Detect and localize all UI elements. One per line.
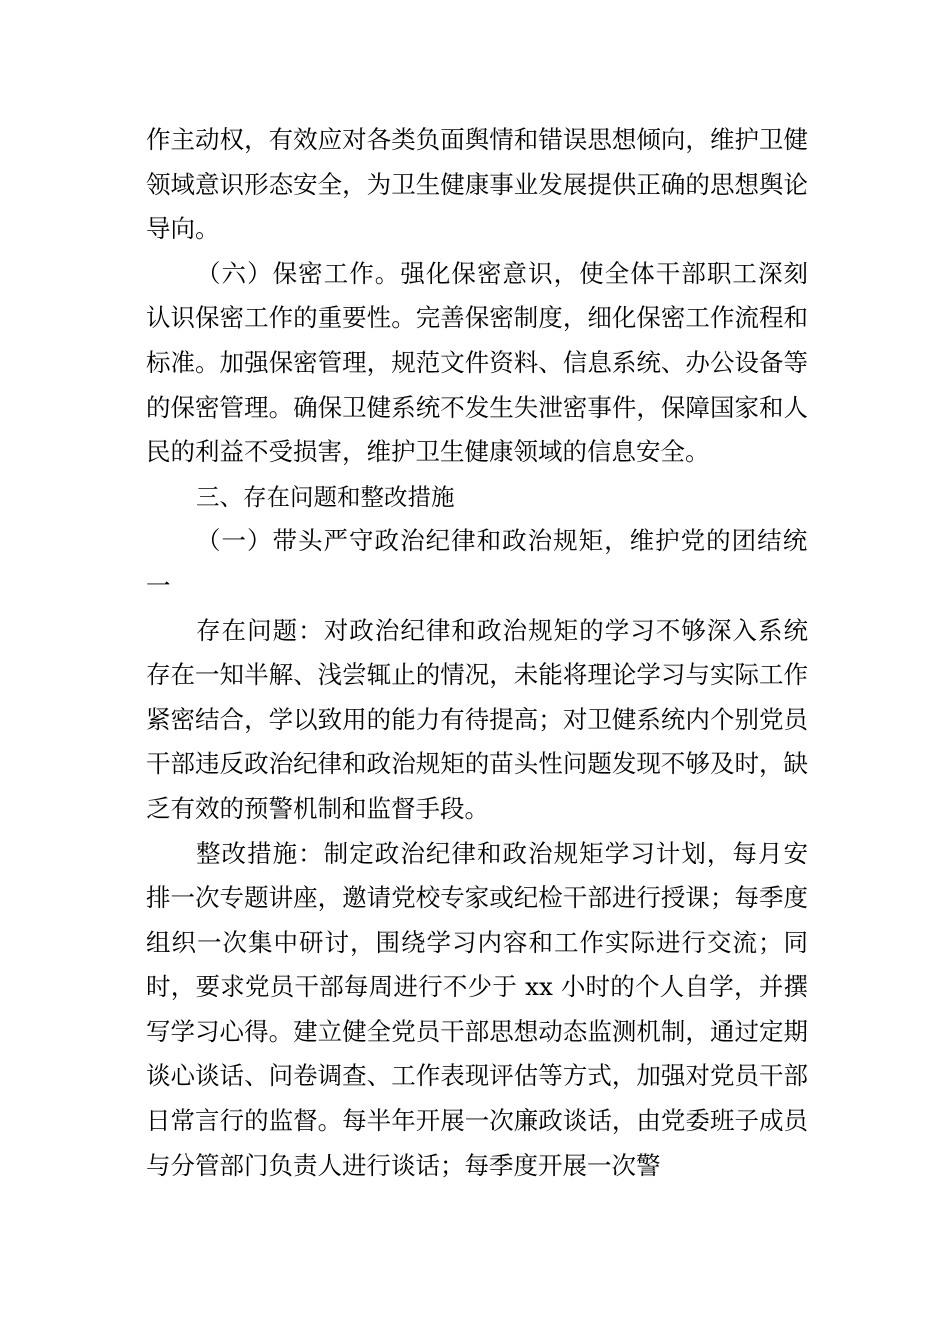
paragraph-ideology-continuation: 作主动权，有效应对各类负面舆情和错误思想倾向，维护卫健领域意识形态安全，为卫生健康事业发展提供正确的思想舆论导向。: [146, 125, 808, 244]
paragraph-rectification-measures: 整改措施：制定政治纪律和政治规矩学习计划，每月安排一次专题讲座，邀请党校专家或纪检干部进行授课；每季度组织一次集中研讨，围绕学习内容和工作实际进行交流；同时，要求党员干部每周进行不少于 xx 小时的个人自学，并撰写学习心得。建立健全党员干部思想动态监测机制，通过定期谈心谈话、问卷调查、工作表现评估等方式，加强对党员干部日常言行的监督。每半年开展一次廉政谈话，由党委班子成员与分管部门负责人进行谈话；每季度开展一次警: [146, 838, 808, 1180]
document-body: [146, 118, 808, 1188]
paragraph-confidentiality-work: （六）保密工作。强化保密意识，使全体干部职工深刻认识保密工作的重要性。完善保密制度，细化保密工作流程和标准。加强保密管理，规范文件资料、信息系统、办公设备等的保密管理。确保卫健系统不发生失泄密事件，保障国家和人民的利益不受损害，维护卫生健康领域的信息安全。: [146, 258, 808, 467]
section-heading-problems-and-rectification: 三、存在问题和整改措施: [196, 482, 455, 511]
paragraph-existing-problems: 存在问题：对政治纪律和政治规矩的学习不够深入系统存在一知半解、浅尝辄止的情况，未能将理论学习与实际工作紧密结合，学以致用的能力有待提高；对卫健系统内个别党员干部违反政治纪律和政治规矩的苗头性问题发现不够及时，缺乏有效的预警机制和监督手段。: [146, 615, 808, 823]
subsection-heading-political-discipline: （一）带头严守政治纪律和政治规矩，维护党的团结统一: [146, 526, 808, 600]
